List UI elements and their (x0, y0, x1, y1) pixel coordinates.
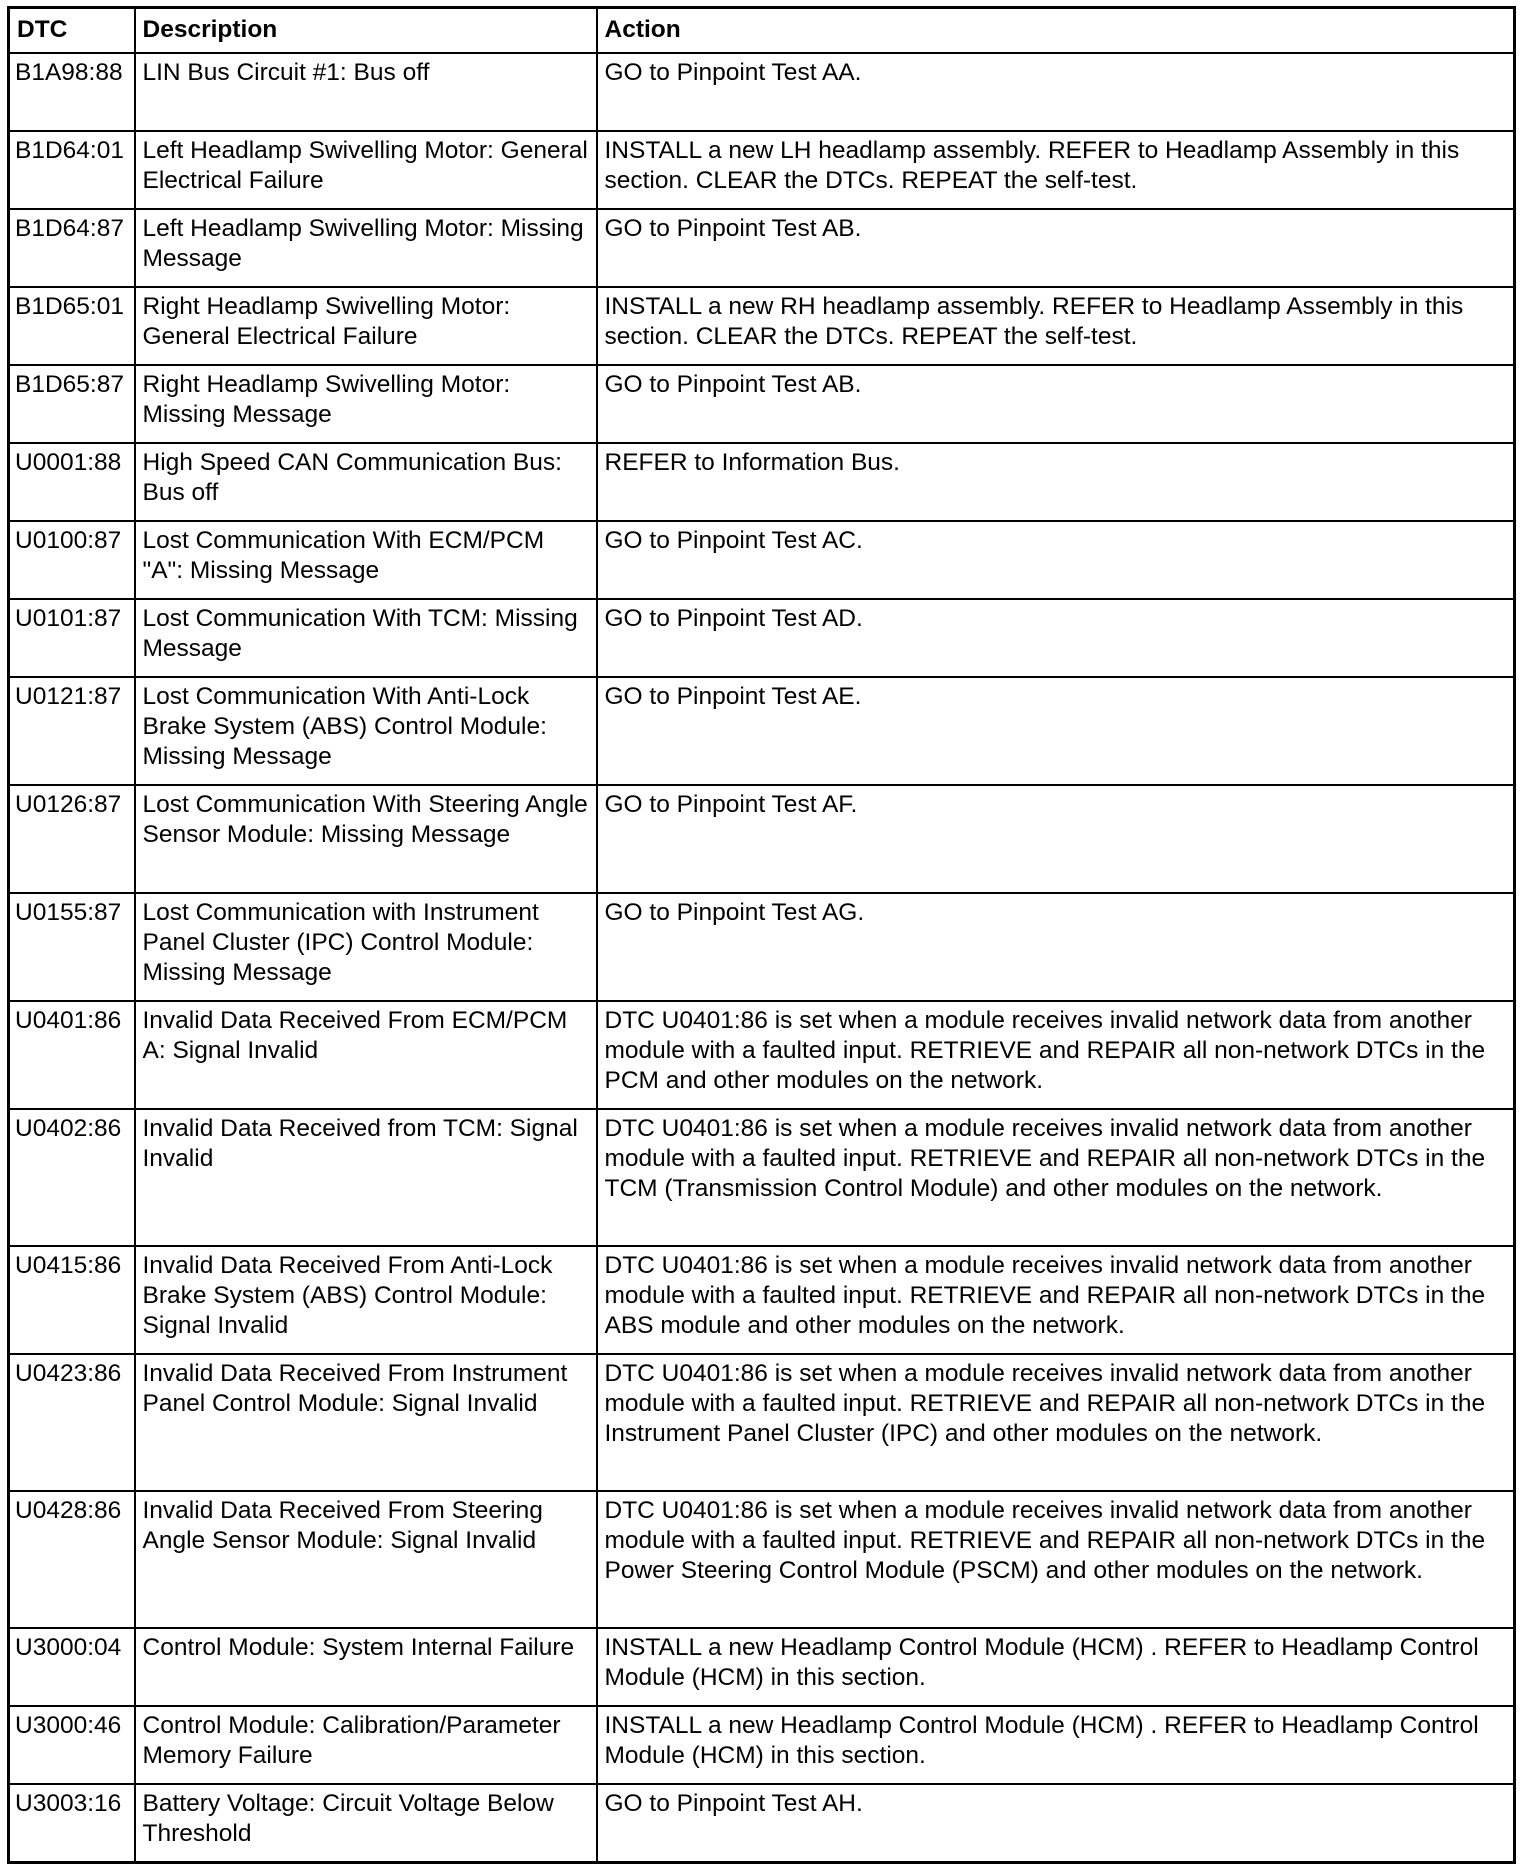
dtc-description: LIN Bus Circuit #1: Bus off (135, 53, 597, 131)
dtc-code: U0401:86 (9, 1001, 135, 1109)
dtc-code: U0001:88 (9, 443, 135, 521)
dtc-action: GO to Pinpoint Test AH. (597, 1784, 1515, 1862)
dtc-action: GO to Pinpoint Test AD. (597, 599, 1515, 677)
table-row (9, 365, 1515, 443)
dtc-code: U0423:86 (9, 1354, 135, 1491)
dtc-table (7, 6, 1516, 1864)
dtc-description: Invalid Data Received From Steering Angle Sensor Module: Signal Invalid (135, 1491, 597, 1628)
dtc-action: REFER to Information Bus. (597, 443, 1515, 521)
table-row (9, 677, 1515, 785)
dtc-action: GO to Pinpoint Test AG. (597, 893, 1515, 1001)
table-row (9, 599, 1515, 677)
dtc-description: Control Module: System Internal Failure (135, 1628, 597, 1706)
dtc-action: DTC U0401:86 is set when a module receives invalid network data from another module with a faulted input. RETRIEVE and REPAIR all non-network DTCs in the Power Steering Control Module (PSCM) and other modules on the network. (597, 1491, 1515, 1628)
dtc-code: U0121:87 (9, 677, 135, 785)
dtc-description: Invalid Data Received from TCM: Signal Invalid (135, 1109, 597, 1246)
dtc-description: Left Headlamp Swivelling Motor: General Electrical Failure (135, 131, 597, 209)
dtc-description: Lost Communication With Anti-Lock Brake System (ABS) Control Module: Missing Message (135, 677, 597, 785)
dtc-code: B1D64:87 (9, 209, 135, 287)
dtc-code: B1D65:87 (9, 365, 135, 443)
dtc-code: B1D64:01 (9, 131, 135, 209)
dtc-action: INSTALL a new Headlamp Control Module (HCM) . REFER to Headlamp Control Module (HCM) in this section. (597, 1706, 1515, 1784)
dtc-description: Lost Communication With Steering Angle Sensor Module: Missing Message (135, 785, 597, 893)
dtc-code: U0402:86 (9, 1109, 135, 1246)
dtc-description: Lost Communication With ECM/PCM "A": Missing Message (135, 521, 597, 599)
dtc-code: U0415:86 (9, 1246, 135, 1354)
dtc-action: GO to Pinpoint Test AF. (597, 785, 1515, 893)
dtc-description: Invalid Data Received From Instrument Panel Control Module: Signal Invalid (135, 1354, 597, 1491)
dtc-action: DTC U0401:86 is set when a module receives invalid network data from another module with a faulted input. RETRIEVE and REPAIR all non-network DTCs in the PCM and other modules on the network. (597, 1001, 1515, 1109)
dtc-code: U0155:87 (9, 893, 135, 1001)
dtc-action: GO to Pinpoint Test AB. (597, 365, 1515, 443)
table-row (9, 1784, 1515, 1862)
table-row (9, 521, 1515, 599)
table-row (9, 443, 1515, 521)
dtc-action: INSTALL a new LH headlamp assembly. REFER to Headlamp Assembly in this section. CLEAR the DTCs. REPEAT the self-test. (597, 131, 1515, 209)
table-row (9, 1628, 1515, 1706)
header-action: Action (597, 8, 1515, 54)
dtc-table-wrapper (7, 6, 1513, 1864)
table-row (9, 1354, 1515, 1491)
dtc-code: U0101:87 (9, 599, 135, 677)
table-row (9, 209, 1515, 287)
dtc-code: U3000:46 (9, 1706, 135, 1784)
dtc-action: DTC U0401:86 is set when a module receives invalid network data from another module with a faulted input. RETRIEVE and REPAIR all non-network DTCs in the TCM (Transmission Control Module) and other modules on the network. (597, 1109, 1515, 1246)
dtc-action: DTC U0401:86 is set when a module receives invalid network data from another module with a faulted input. RETRIEVE and REPAIR all non-network DTCs in the ABS module and other modules on the network. (597, 1246, 1515, 1354)
dtc-action: INSTALL a new Headlamp Control Module (HCM) . REFER to Headlamp Control Module (HCM) in this section. (597, 1628, 1515, 1706)
dtc-action: INSTALL a new RH headlamp assembly. REFER to Headlamp Assembly in this section. CLEAR the DTCs. REPEAT the self-test. (597, 287, 1515, 365)
dtc-action: GO to Pinpoint Test AA. (597, 53, 1515, 131)
table-row (9, 1706, 1515, 1784)
dtc-code: U3000:04 (9, 1628, 135, 1706)
dtc-code: U0100:87 (9, 521, 135, 599)
dtc-description: Battery Voltage: Circuit Voltage Below Threshold (135, 1784, 597, 1862)
table-row (9, 131, 1515, 209)
table-row (9, 1109, 1515, 1246)
dtc-action: GO to Pinpoint Test AC. (597, 521, 1515, 599)
dtc-action: DTC U0401:86 is set when a module receives invalid network data from another module with a faulted input. RETRIEVE and REPAIR all non-network DTCs in the Instrument Panel Cluster (IPC) and other modules on the network. (597, 1354, 1515, 1491)
header-description: Description (135, 8, 597, 54)
dtc-description: High Speed CAN Communication Bus: Bus off (135, 443, 597, 521)
dtc-description: Control Module: Calibration/Parameter Memory Failure (135, 1706, 597, 1784)
table-row (9, 1001, 1515, 1109)
table-header-row (9, 8, 1515, 54)
dtc-description: Lost Communication with Instrument Panel Cluster (IPC) Control Module: Missing Message (135, 893, 597, 1001)
dtc-code: U3003:16 (9, 1784, 135, 1862)
dtc-code: U0428:86 (9, 1491, 135, 1628)
dtc-code: B1A98:88 (9, 53, 135, 131)
dtc-description: Invalid Data Received From ECM/PCM A: Signal Invalid (135, 1001, 597, 1109)
dtc-action: GO to Pinpoint Test AB. (597, 209, 1515, 287)
dtc-code: U0126:87 (9, 785, 135, 893)
table-row (9, 1246, 1515, 1354)
table-row (9, 893, 1515, 1001)
dtc-description: Right Headlamp Swivelling Motor: General Electrical Failure (135, 287, 597, 365)
table-row (9, 785, 1515, 893)
dtc-action: GO to Pinpoint Test AE. (597, 677, 1515, 785)
table-row (9, 287, 1515, 365)
dtc-description: Invalid Data Received From Anti-Lock Brake System (ABS) Control Module: Signal Invalid (135, 1246, 597, 1354)
dtc-code: B1D65:01 (9, 287, 135, 365)
dtc-description: Right Headlamp Swivelling Motor: Missing Message (135, 365, 597, 443)
dtc-description: Left Headlamp Swivelling Motor: Missing Message (135, 209, 597, 287)
table-row (9, 53, 1515, 131)
header-dtc: DTC (9, 8, 135, 54)
dtc-description: Lost Communication With TCM: Missing Message (135, 599, 597, 677)
table-row (9, 1491, 1515, 1628)
